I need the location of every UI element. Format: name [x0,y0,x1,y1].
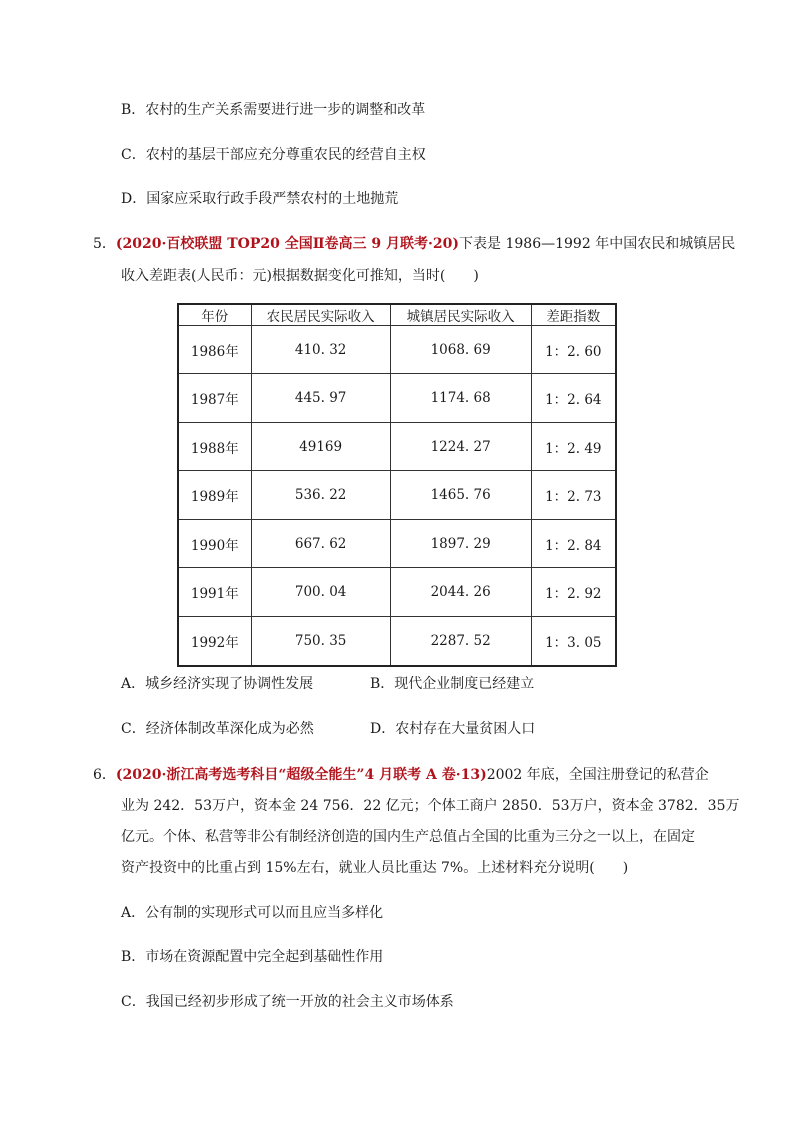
q6-stem-line2: 业为 242．53万户，资本金 24 756．22 亿元；个体工商户 2850．53万户，资本金 3782．35万 [121,798,740,814]
q5-stem-line2 [121,266,479,286]
q4-option-c: C．农村的基层干部应充分尊重农民的经营自主权 [121,147,426,163]
header-farmer-income: 农民居民实际收入 [251,304,390,326]
cell-farmer-income: 49169 [251,422,390,470]
q5-option-d: D．农村存在大量贫困人口 [370,721,536,737]
cell-year: 1989年 [178,471,251,519]
q6-option-a: A．公有制的实现形式可以而且应当多样化 [121,905,384,921]
cell-gap-index: 1：2. 92 [531,568,616,616]
cell-year: 1991年 [178,568,251,616]
q6-option-b: B．市场在资源配置中完全起到基础性作用 [121,949,384,965]
q4-option-b-text: 农村的生产关系需要进行进一步的调整和改革 [145,102,426,118]
q4-option-d-letter: D [121,191,133,207]
table-row [178,471,616,519]
cell-urban-income: 2287. 52 [390,616,531,666]
header-year: 年份 [178,304,251,326]
cell-year: 1988年 [178,422,251,470]
cell-urban-income: 1224. 27 [390,422,531,470]
q5-number: 5． [93,236,116,252]
q6-source: (2020·浙江高考选考科目“超级全能生”4 月联考 A 卷·13) [115,767,487,783]
q6-stem-line3: 亿元。个体、私营等非公有制经济创造的国内生产总值占全国的比重为三分之一以上，在固定 [121,829,695,845]
table-row [178,422,616,470]
q5-stem-line1 [93,234,735,254]
cell-gap-index: 1：2. 73 [531,471,616,519]
q4-option-b: B．农村的生产关系需要进行进一步的调整和改革 [121,102,426,118]
q4-option-c-text: 农村的基层干部应充分尊重农民的经营自主权 [145,147,426,163]
q5-stem-text1: 下表是 1986—1992 年中国农民和城镇居民 [459,236,736,252]
cell-urban-income: 1068. 69 [390,326,531,374]
q6-stem-line1 [93,765,709,785]
q6-number: 6． [93,767,116,783]
table-row [178,616,616,666]
q5-option-c: C．经济体制改革深化成为必然 [121,721,314,737]
cell-gap-index: 1：2. 84 [531,519,616,567]
cell-farmer-income: 445. 97 [251,374,390,422]
table-header-row [178,304,616,326]
cell-gap-index: 1：2. 60 [531,326,616,374]
q4-option-c-letter: C [121,147,132,163]
q5-option-b: B．现代企业制度已经建立 [370,676,535,692]
q6-option-c: C．我国已经初步形成了统一开放的社会主义市场体系 [121,994,454,1010]
income-gap-table [177,303,617,667]
q5-stem-text2: 收入差距表(人民币：元)根据数据变化可推知，当时( ) [121,268,479,284]
q5-source: (2020·百校联盟 TOP20 全国Ⅱ卷高三 9 月联考·20) [115,236,460,252]
cell-farmer-income: 700. 04 [251,568,390,616]
cell-farmer-income: 536. 22 [251,471,390,519]
q4-option-d-text: 国家应采取行政手段严禁农村的土地抛荒 [146,191,399,207]
q6-stem-line4: 资产投资中的比重占到 15%左右，就业人员比重达 7%。上述材料充分说明( ) [121,860,629,876]
table-row [178,374,616,422]
cell-urban-income: 2044. 26 [390,568,531,616]
cell-urban-income: 1897. 29 [390,519,531,567]
header-urban-income: 城镇居民实际收入 [390,304,531,326]
table-row [178,519,616,567]
cell-gap-index: 1：2. 49 [531,422,616,470]
cell-year: 1987年 [178,374,251,422]
table-row [178,568,616,616]
cell-year: 1986年 [178,326,251,374]
cell-farmer-income: 410. 32 [251,326,390,374]
cell-gap-index: 1：3. 05 [531,616,616,666]
q4-option-d: D．国家应采取行政手段严禁农村的土地抛荒 [121,191,399,207]
cell-year: 1992年 [178,616,251,666]
header-gap-index: 差距指数 [531,304,616,326]
cell-year: 1990年 [178,519,251,567]
cell-gap-index: 1：2. 64 [531,374,616,422]
cell-farmer-income: 667. 62 [251,519,390,567]
q6-stem-text1: 2002 年底，全国注册登记的私营企 [486,767,709,783]
cell-farmer-income: 750. 35 [251,616,390,666]
cell-urban-income: 1174. 68 [390,374,531,422]
table-row [178,326,616,374]
q5-option-a: A．城乡经济实现了协调性发展 [121,676,314,692]
cell-urban-income: 1465. 76 [390,471,531,519]
q4-option-b-letter: B [121,102,132,118]
